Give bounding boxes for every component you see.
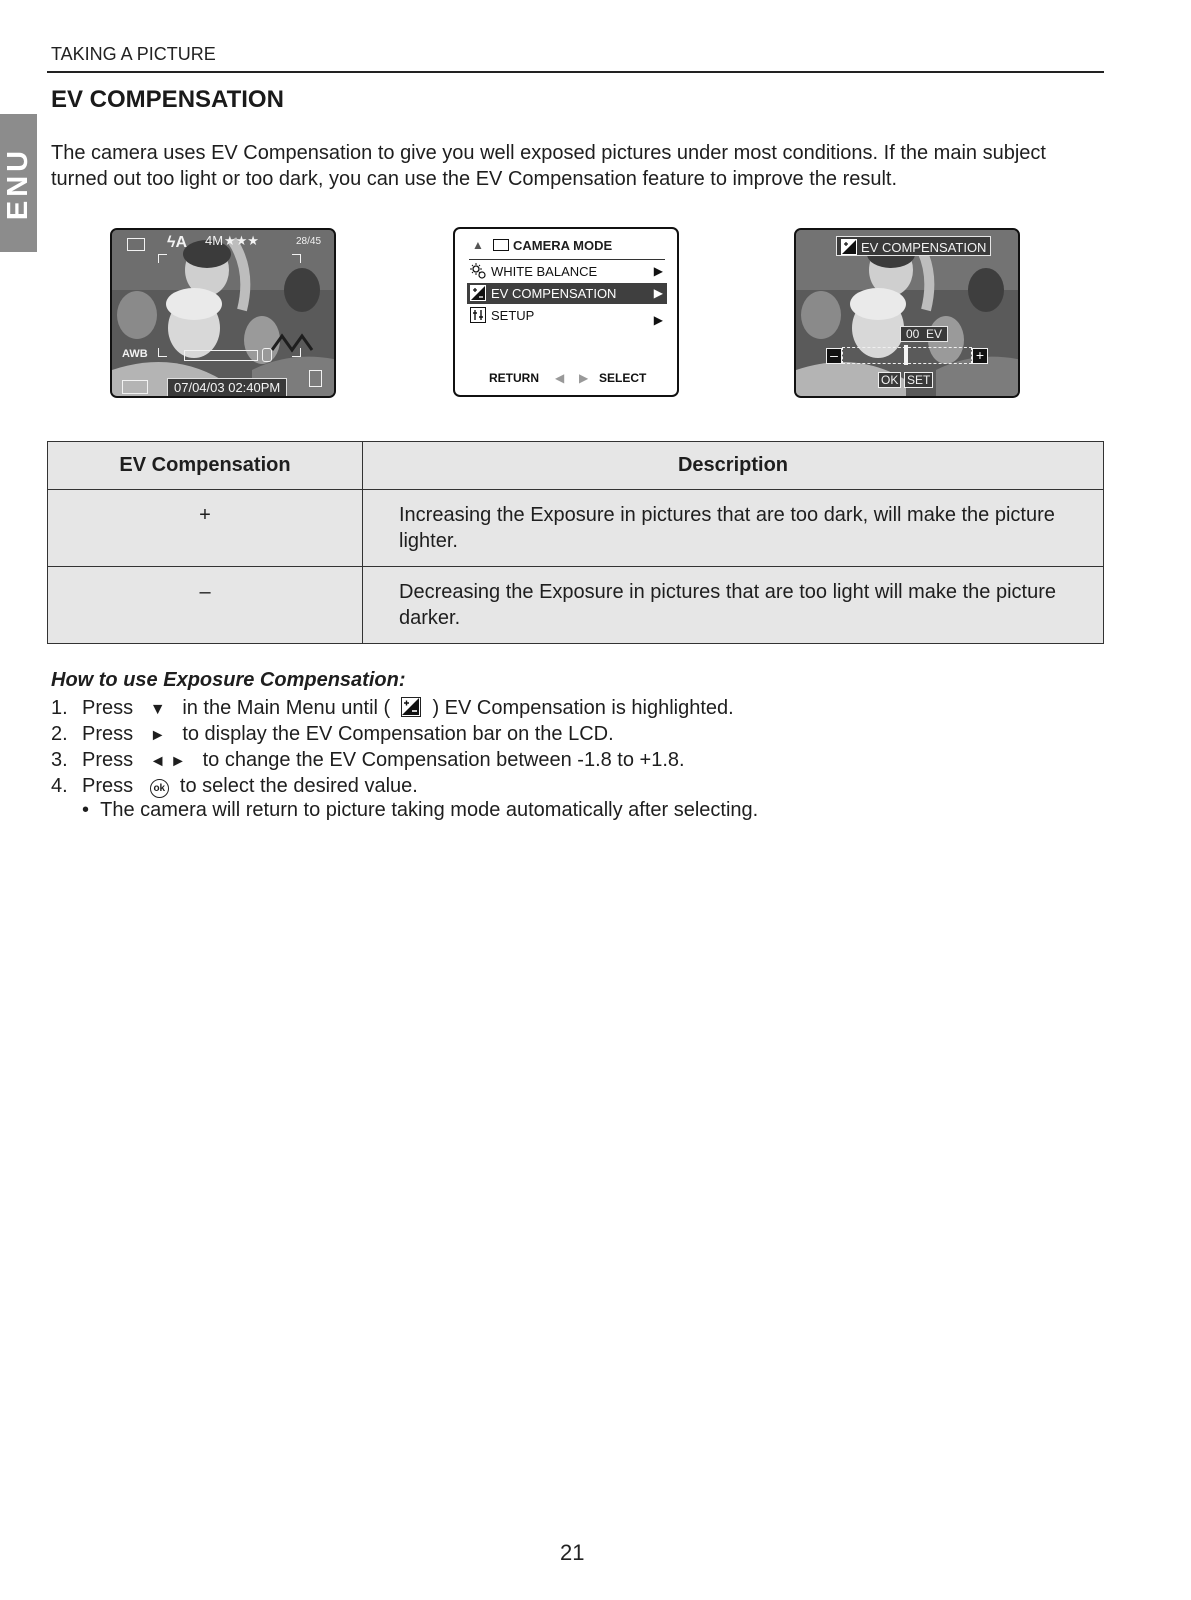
bullet-icon: • [82, 799, 90, 821]
focus-bracket-icon [158, 254, 167, 263]
ev-slider-marker [904, 345, 908, 365]
menu-select-label: SELECT [599, 371, 647, 385]
ev-description: Increasing the Exposure in pictures that are too dark, will make the picture lighter. [363, 490, 1104, 567]
battery-icon [122, 380, 148, 394]
zoom-tele-icon [262, 348, 272, 362]
menu-return-label: RETURN [489, 371, 539, 385]
right-arrow-icon: ▶ [653, 264, 663, 278]
step-press: Press [82, 749, 134, 771]
step-press: Press [82, 723, 134, 745]
resolution-badge: 4M [205, 233, 224, 248]
menu-item-label: WHITE BALANCE [491, 264, 598, 279]
ev-symbol: – [48, 567, 363, 644]
menu-item-label: EV COMPENSATION [491, 286, 617, 301]
ev-symbol: + [48, 490, 363, 567]
howto-title: How to use Exposure Compensation: [51, 669, 406, 691]
header-divider [47, 71, 1104, 73]
chapter-header: TAKING A PICTURE [51, 44, 216, 64]
left-arrow-icon: ◀ [555, 371, 565, 385]
column-header: Description [363, 442, 1104, 490]
right-arrow-icon: ▶ [653, 286, 663, 300]
menu-item-label: SETUP [491, 308, 535, 323]
ev-value: 00 EV [900, 326, 948, 342]
menu-title: CAMERA MODE [513, 238, 613, 253]
table-header-row [48, 442, 1104, 490]
zoom-bar [184, 350, 258, 361]
minus-icon: – [826, 348, 842, 364]
step-press: Press [82, 697, 134, 719]
step-press: Press [82, 775, 134, 797]
table-row [48, 490, 1104, 567]
step-1 [51, 697, 734, 720]
flash-auto-icon: ϟA [167, 234, 188, 251]
left-right-arrows-icon: ◄ ► [149, 753, 186, 770]
table-row [48, 567, 1104, 644]
ok-button-icon: ok [150, 779, 169, 798]
step-number: 3. [51, 749, 68, 771]
menu-screen [453, 227, 679, 397]
step-2 [51, 723, 614, 746]
intro-paragraph: The camera uses EV Compensation to give you well exposed pictures under most conditions. If the main subject turned out too light or too dark, you can use the EV Compensation feature to improve the result. [51, 142, 1046, 190]
step-number: 4. [51, 775, 68, 797]
right-arrow-icon: ► [149, 727, 166, 744]
ev-screen [794, 228, 1020, 398]
menu-header [469, 235, 665, 260]
right-arrow-icon: ▶ [653, 313, 663, 327]
step-number: 2. [51, 723, 68, 745]
ev-table [47, 441, 1104, 644]
children-photo [112, 230, 336, 398]
column-header: EV Compensation [48, 442, 363, 490]
ev-title: EV COMPENSATION [861, 240, 987, 255]
camera-mode-icon [127, 238, 145, 251]
howto-note [82, 799, 758, 822]
ok-button-label: OK [878, 372, 901, 388]
focus-bracket-icon [292, 348, 301, 357]
shots-counter: 28/45 [296, 236, 322, 247]
ev-description: Decreasing the Exposure in pictures that are too light will make the picture darker. [363, 567, 1104, 644]
step-3 [51, 749, 685, 772]
step-text: ) EV Compensation is highlighted. [432, 697, 734, 719]
quality-stars: ★★★ [224, 233, 259, 248]
white-balance-label: AWB [122, 348, 148, 360]
memory-card-icon [309, 370, 322, 387]
step-text: to change the EV Compensation between -1.8 to +1.8. [202, 749, 685, 771]
ev-compensation-icon [470, 285, 486, 301]
menu-item-white-balance[interactable] [467, 261, 667, 282]
up-arrow-icon: ▲ [472, 238, 484, 252]
ev-compensation-icon [841, 239, 857, 255]
ev-title-box [836, 236, 991, 256]
right-arrow-icon: ▶ [579, 371, 589, 385]
note-text: The camera will return to picture taking mode automatically after selecting. [100, 799, 759, 821]
language-tab-label: ENU [2, 146, 35, 220]
language-tab [0, 114, 37, 252]
down-arrow-icon: ▼ [149, 701, 166, 718]
step-text: to select the desired value. [179, 775, 418, 797]
step-4 [51, 775, 418, 798]
set-label: SET [904, 372, 933, 388]
page-number: 21 [560, 1540, 585, 1565]
preview-screen [110, 228, 336, 398]
focus-bracket-icon [292, 254, 301, 263]
section-title: EV COMPENSATION [51, 86, 284, 113]
white-balance-icon [470, 263, 486, 279]
plus-icon: + [972, 348, 988, 364]
step-text: to display the EV Compensation bar on the LCD. [182, 723, 614, 745]
ev-compensation-icon [401, 697, 421, 717]
camera-icon [493, 239, 509, 251]
setup-icon [470, 307, 486, 323]
focus-bracket-icon [158, 348, 167, 357]
menu-item-ev-compensation[interactable] [467, 283, 667, 304]
step-number: 1. [51, 697, 68, 719]
step-text: in the Main Menu until ( [182, 697, 391, 719]
date-time-stamp: 07/04/03 02:40PM [167, 378, 287, 397]
menu-item-setup[interactable] [467, 305, 667, 326]
